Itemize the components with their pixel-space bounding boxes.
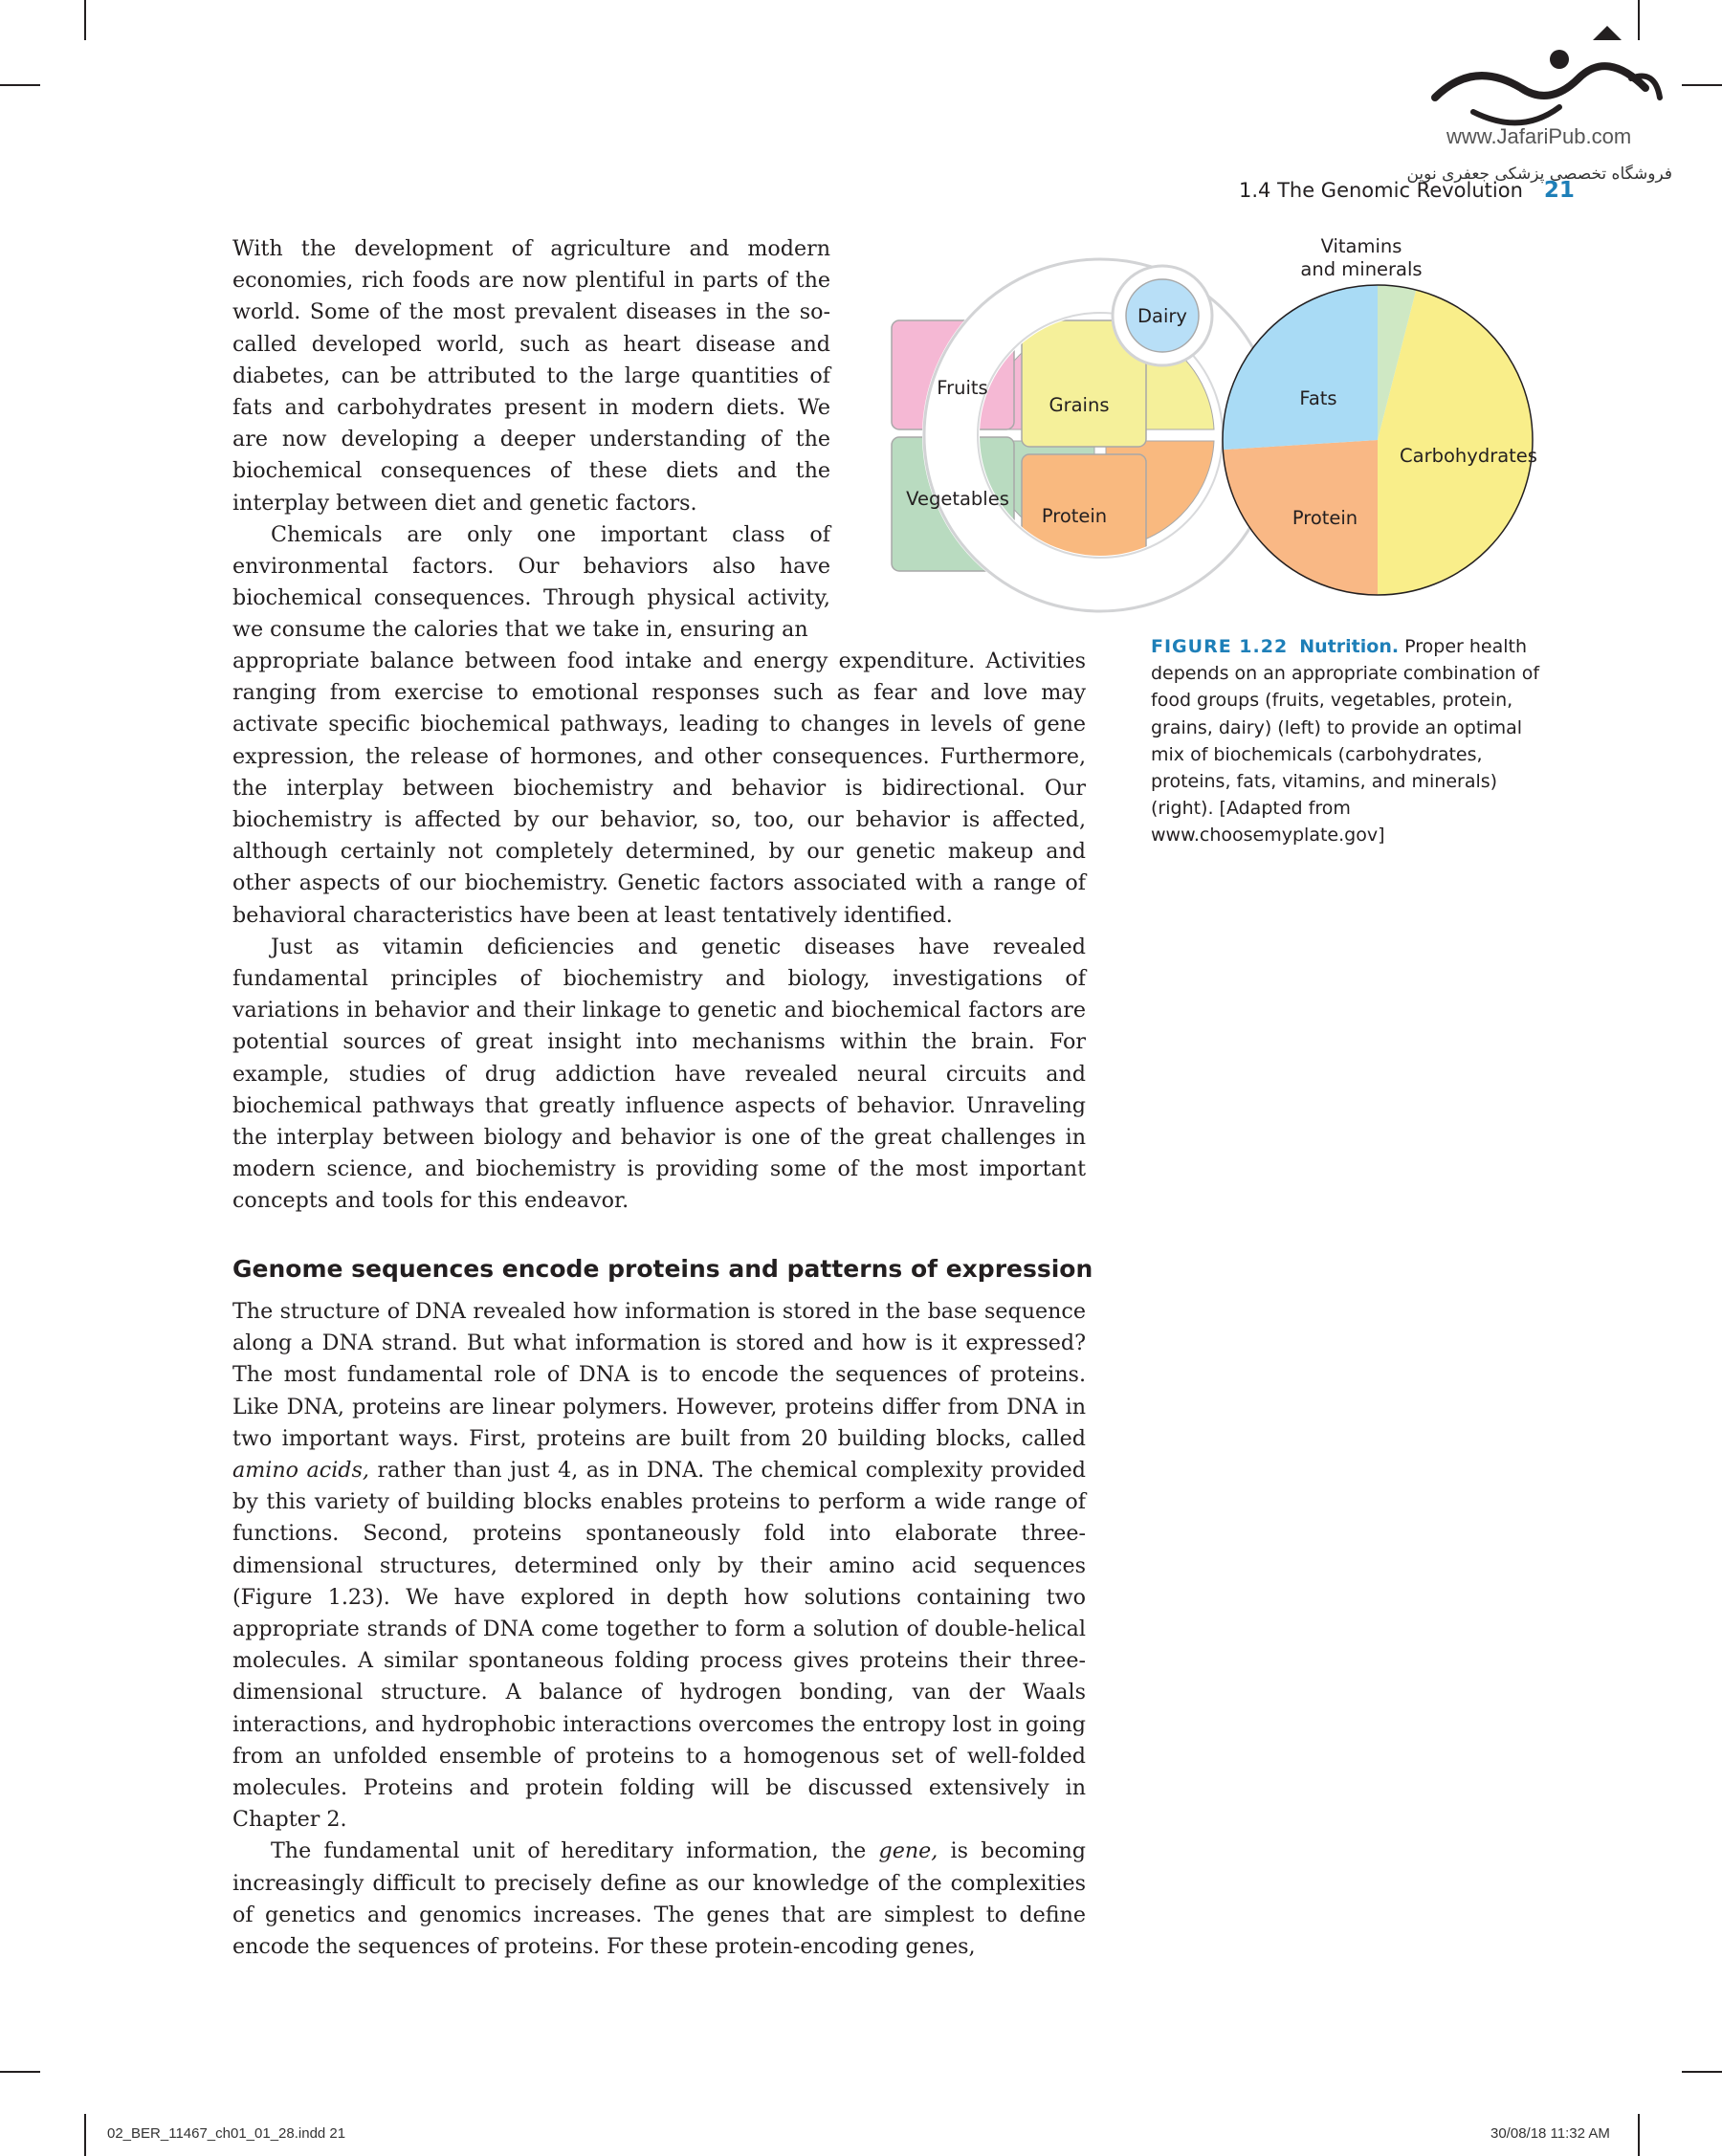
publisher-logo	[1416, 21, 1674, 184]
label-vegetables: Vegetables	[906, 488, 1009, 510]
crop-mark	[1682, 84, 1722, 86]
footer-file-info: 02_BER_11467_ch01_01_28.indd 21	[107, 2125, 346, 2142]
pie-slice-fats	[1223, 285, 1378, 450]
crop-mark	[1638, 2114, 1640, 2156]
text-column-wide	[232, 646, 1086, 1218]
myplate-diagram	[892, 259, 1276, 611]
nutrient-pie-chart	[1223, 235, 1537, 595]
publisher-persian-text: فروشگاه تخصصی پزشکی جعفری نوین	[1406, 165, 1672, 184]
label-vitamins-line1: Vitamins	[1320, 235, 1402, 257]
figure-number: FIGURE 1.22	[1151, 636, 1289, 657]
label-grains: Grains	[1049, 394, 1110, 416]
label-dairy: Dairy	[1137, 305, 1187, 327]
figure-caption	[1151, 633, 1543, 849]
crop-mark	[1682, 2071, 1722, 2073]
publisher-url: www.JafariPub.com	[1446, 124, 1632, 148]
label-pie-protein: Protein	[1292, 507, 1358, 529]
crop-mark	[84, 0, 86, 40]
paragraph: Just as vitamin deficiencies and genetic diseases have revealed fundamental principles of biochemistry and biology, investigations of variations in behavior and their linkage to genetic and biochemical factors are potential sources of great insight into mechanisms within the brain. For example, studies of drug addiction have revealed neural circuits and biochemical pathways that greatly influence aspects of behavior. Unraveling the interplay between biology and behavior is one of the great challenges in modern science, and biochemistry is providing some of the most important concepts and tools for this endeavor.	[232, 934, 1086, 1214]
paragraph: Chemicals are only one important class of environmental factors. Our behaviors also have biochemical consequences. Through physical activity, we consume the calories that we take in, ensuring an	[232, 521, 830, 643]
crop-mark	[84, 2114, 86, 2156]
page-number: 21	[1543, 178, 1575, 203]
crop-mark	[0, 2071, 40, 2073]
paragraph: The fundamental unit of hereditary information, the gene, is becoming increasingly difficult to precisely define as our knowledge of the complexities of genetics and genomics increases. The genes that are simplest to define encode the sequences of proteins. For these protein-encoding genes,	[232, 1838, 1086, 1960]
nutrition-figure	[842, 230, 1569, 631]
crop-mark	[0, 84, 40, 86]
caption-text: Proper health depends on an appropriate combination of food groups (fruits, vegetables, protein, grains, dairy) (left) to provide an optimal mix of biochemicals (carbohydrates, proteins, fats, vitamins, and minerals) (right). [Adapted from www.choosemyplate.gov]	[1151, 636, 1540, 847]
text-column-narrow	[232, 233, 830, 647]
label-protein: Protein	[1041, 505, 1108, 527]
section-heading: Genome sequences encode proteins and patterns of expression	[232, 1255, 1093, 1283]
label-fruits: Fruits	[937, 377, 988, 399]
label-carbohydrates: Carbohydrates	[1400, 445, 1537, 467]
text-column-lower	[232, 1296, 1086, 1963]
label-fats: Fats	[1299, 387, 1337, 409]
footer-timestamp: 30/08/18 11:32 AM	[1490, 2125, 1610, 2142]
running-head	[1239, 178, 1575, 203]
paragraph: appropriate balance between food intake and energy expenditure. Activities ranging from exercise to emotional responses such as fear and love may activate specific biochemical pathways, leading to changes in levels of gene expression, the release of hormones, and other consequences. Furthermore, the interplay between biochemistry and behavior is bidirectional. Our biochemistry is affected by our behavior, so, too, our behavior is affected, although certainly not completely determined, by our genetic makeup and other aspects of our biochemistry. Genetic factors associated with a range of behavioral characteristics have been at least tentatively identified.	[232, 649, 1086, 928]
paragraph: The structure of DNA revealed how information is stored in the base sequence along a DNA strand. But what information is stored and how is it expressed? The most fundamental role of DNA is to encode the sequences of proteins. Like DNA, proteins are linear polymers. However, proteins differ from DNA in two important ways. First, proteins are built from 20 building blocks, called amino acids, rather than just 4, as in DNA. The chemical complexity provided by this variety of building blocks enables proteins to perform a wide range of functions. Second, proteins spontaneously fold into elaborate three-dimensional structures, determined only by their amino acid sequences (Figure 1.23). We have explored in depth how solutions containing two appropriate strands of DNA come together to form a solution of double-helical molecules. A similar spontaneous folding process gives proteins their three-dimensional structure. A balance of hydrogen bonding, van der Waals interactions, and hydrophobic interactions overcomes the entropy lost in going from an unfolded ensemble of proteins to a homogenous set of well-folded molecules. Proteins and protein folding will be discussed extensively in Chapter 2.	[232, 1299, 1086, 1833]
label-vitamins-line2: and minerals	[1300, 258, 1423, 280]
section-title: 1.4 The Genomic Revolution	[1239, 179, 1523, 202]
paragraph: With the development of agriculture and modern economies, rich foods are now plentiful in parts of the world. Some of the most prevalent diseases in the so-called developed world, such as heart disease and diabetes, can be attributed to the large quantities of fats and carbohydrates present in modern diets. We are now developing a deeper understanding of the biochemical consequences of these diets and the interplay between diet and genetic factors.	[232, 236, 830, 516]
figure-title: Nutrition.	[1299, 636, 1400, 657]
